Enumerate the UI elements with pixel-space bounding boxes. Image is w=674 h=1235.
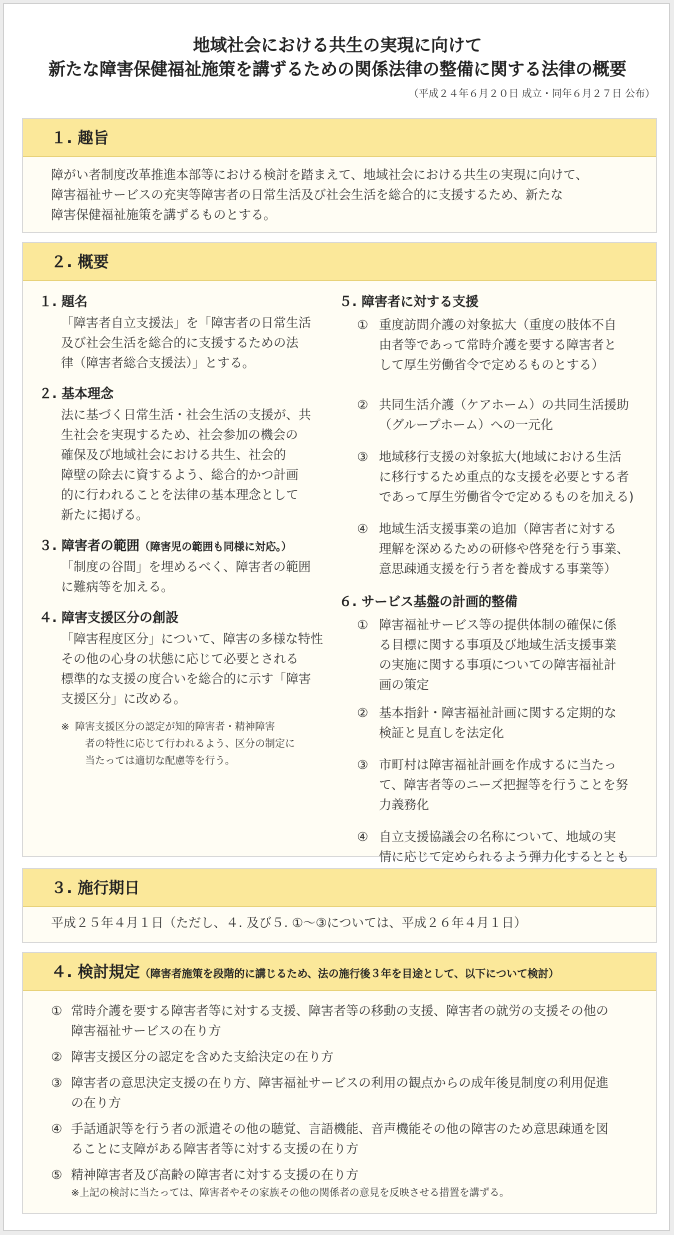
item-3-line: に難病等を加える。 (61, 579, 174, 594)
item-1-line: 及び社会生活を総合的に支援するための法 (61, 335, 299, 350)
item-5-sub-line: 理解を深めるための研修や啓発を行う事業、 (379, 541, 630, 556)
review-item-line: 障害支援区分の認定を含めた支給決定の在り方 (71, 1049, 334, 1064)
item-6-sub-line: の実施に関する事項についての障害福祉計 (379, 657, 617, 672)
item-5-sub-line: 意思疎通支援を行う者を養成する事業等） (379, 561, 617, 576)
review-heading-note: （障害者施策を段階的に講じるため、法の施行後３年を目途として、以下について検討） (139, 968, 559, 980)
review-item-mark: ① (51, 1003, 63, 1018)
item-6-sub (339, 755, 644, 827)
item-5-sub-line: 重度訪問介護の対象拡大（重度の肢体不自 (379, 317, 617, 332)
item-2-line: 新たに掲げる。 (61, 507, 149, 522)
item-5-sub-line: に移行するため重点的な支援を必要とする者 (379, 469, 630, 484)
section-effective-date-body (23, 907, 656, 933)
item-2-body (39, 405, 329, 525)
item-3-title-text: ３. 障害者の範囲 (39, 539, 140, 554)
item-4-body (39, 629, 329, 709)
item-5-sub-line: して厚生労働省令で定めるものとする） (379, 357, 605, 372)
item-6-sub-mark: ② (357, 705, 369, 720)
item-6-sub-mark: ③ (357, 757, 369, 772)
item-5-sub (339, 447, 644, 511)
purpose-line-1: 障がい者制度改革推進本部等における検討を踏まえて、地域社会における共生の実現に向けて、 (51, 167, 589, 182)
item-2-line: 生社会を実現するため、社会参加の機会の (61, 427, 299, 442)
item-5-sub-text (359, 519, 644, 579)
item-6-sub-line: 自立支援協議会の名称について、地域の実 (379, 829, 617, 844)
review-item-line: ることに支障がある障害者等に対する支援の在り方 (71, 1141, 359, 1156)
purpose-line-3: 障害保健福祉施策を講ずるものとする。 (51, 207, 277, 222)
item-4-note-line: 障害支援区分の認定が知的障害者・精神障害 (75, 722, 275, 733)
item-6-sub-line: 市町村は障害福祉計画を作成するに当たっ (379, 757, 617, 772)
review-heading-text: ４. 検討規定 (51, 963, 140, 981)
review-item-mark: ③ (51, 1075, 63, 1090)
enactment-date: （平成２４年６月２０日 成立・同年６月２７日 公布） (408, 89, 655, 100)
item-4-line: 支援区分」に改める。 (61, 691, 187, 706)
purpose-line-2: 障害福祉サービスの充実等障害者の日常生活及び社会生活を総合的に支援するため、新たな (51, 187, 564, 202)
review-item (51, 1073, 636, 1119)
section-purpose-heading: １. 趣旨 (23, 119, 656, 157)
item-5-title: ５. 障害者に対する支援 (339, 295, 479, 310)
item-2-line: 障壁の除去に資するよう、総合的かつ計画 (61, 467, 299, 482)
review-item-line: 常時介護を要する障害者等に対する支援、障害者等の移動の支援、障害者の就労の支援その他の (71, 1003, 609, 1018)
section-review-provision-heading (23, 953, 656, 991)
review-item-mark: ④ (51, 1121, 63, 1136)
review-item (51, 1047, 636, 1073)
overview-left-column (39, 293, 329, 770)
item-2-line: 法に基づく日常生活・社会生活の支援が、共 (61, 407, 312, 422)
item-5-sub-line: であって厚生労働省令で定めるものを加える) (379, 489, 634, 504)
item-6-sub (339, 703, 644, 755)
section-purpose (22, 118, 657, 233)
item-5-sub-text (359, 447, 644, 507)
item-1-body (39, 313, 329, 373)
item-5-sub-mark: ③ (357, 449, 369, 464)
item-4-line: 標準的な支援の度合いを総合的に示す「障害 (61, 671, 312, 686)
item-3-line: 「制度の谷間」を埋めるべく、障害者の範囲 (61, 559, 311, 574)
item-6-sub (339, 615, 644, 703)
item-5-sub-mark: ④ (357, 521, 369, 536)
note-mark: ※ (61, 722, 70, 733)
page-frame (3, 3, 670, 1231)
review-item-line: 手話通訳等を行う者の派遣その他の聴覚、言語機能、音声機能その他の障害のため意思疎通を図 (71, 1121, 609, 1136)
item-6-sub-line: る目標に関する事項及び地域生活支援事業 (379, 637, 617, 652)
item-3-body (39, 557, 329, 597)
item-6-title: ６. サービス基盤の計画的整備 (339, 595, 518, 610)
item-1-line: 「障害者自立支援法」を「障害者の日常生活 (61, 315, 312, 330)
review-item-line: の在り方 (71, 1095, 122, 1110)
item-6-sub-line: て、障害者等のニーズ把握等を行うことを努 (379, 777, 629, 792)
item-5-sub (339, 395, 644, 447)
item-2-line: 的に行われることを法律の基本理念として (61, 487, 299, 502)
item-3-title (39, 537, 329, 557)
title-line-2: 新たな障害保健福祉施策を講ずるための関係法律の整備に関する法律の概要 (48, 60, 627, 80)
item-6-sub-line: 力義務化 (379, 797, 430, 812)
item-4-line: その他の心身の状態に応じて必要とされる (61, 651, 299, 666)
review-item (51, 1165, 636, 1202)
review-item-line: 障害者の意思決定支援の在り方、障害福祉サービスの利用の観点からの成年後見制度の利用促進 (71, 1075, 609, 1090)
review-item-line: 障害福祉サービスの在り方 (71, 1023, 222, 1038)
item-5-sub-mark: ① (357, 317, 369, 332)
section-overview-heading: ２. 概要 (23, 243, 656, 281)
review-items (23, 991, 656, 1202)
item-1-line: 律（障害者総合支援法）」とする。 (61, 355, 255, 370)
review-item-line: 精神障害者及び高齢の障害者に対する支援の在り方 (71, 1167, 359, 1182)
item-5-sub-line: 由者等であって常時介護を要する障害者と (379, 337, 617, 352)
item-5-sub-line: 地域移行支援の対象拡大(地域における生活 (379, 449, 622, 464)
item-4-title: ４. 障害支援区分の創設 (39, 611, 179, 626)
review-item (51, 1119, 636, 1165)
review-item-mark: ⑤ (51, 1167, 63, 1182)
item-1-title: １. 題名 (39, 295, 88, 310)
item-6-sub-text (359, 755, 644, 815)
item-2-title: ２. 基本理念 (39, 387, 114, 402)
review-footnote: ※上記の検討に当たっては、障害者やその家族その他の関係者の意見を反映させる措置を講ずる。 (71, 1188, 510, 1199)
review-item (51, 1001, 636, 1047)
item-6-sub-mark: ④ (357, 829, 369, 844)
item-6-sub-text (359, 615, 644, 695)
item-5-sub-line: 共同生活介護（ケアホーム）の共同生活援助 (379, 397, 630, 412)
item-6-sub-line: 検証と見直しを法定化 (379, 725, 505, 740)
item-6-sub-line: 基本指針・障害福祉計画に関する定期的な (379, 705, 617, 720)
title-line-1: 地域社会における共生の実現に向けて (193, 36, 482, 56)
item-5-sub-line: 地域生活支援事業の追加（障害者に対する (379, 521, 617, 536)
item-4-note-line: 当たっては適切な配慮等を行う。 (85, 756, 235, 767)
section-purpose-body (23, 157, 656, 225)
section-overview (22, 242, 657, 864)
section-effective-date (22, 868, 657, 943)
item-5-sub (339, 315, 644, 389)
item-6-sub-text (359, 703, 644, 743)
item-4-line: 「障害程度区分」について、障害の多様な特性 (61, 631, 324, 646)
item-4-note (39, 719, 329, 770)
effective-date-text: 平成２５年４月１日（ただし、４. 及び５. ①～③については、平成２６年４月１日） (51, 915, 527, 930)
item-6-sub-line: 画の策定 (379, 677, 430, 692)
item-5-sub-text (359, 315, 644, 375)
overview-right-column (339, 293, 644, 891)
item-6-sub-line: 障害福祉サービス等の提供体制の確保に係 (379, 617, 617, 632)
item-6-sub-mark: ① (357, 617, 369, 632)
item-6-sub-line: 情に応じて定められるよう弾力化するととも (379, 849, 630, 864)
item-2-line: 確保及び地域社会における共生、社会的 (61, 447, 287, 462)
item-4-note-line: 者の特性に応じて行われるよう、区分の制定に (85, 739, 295, 750)
item-3-title-note: （障害児の範囲も同様に対応。） (139, 541, 292, 553)
item-5-sub-line: （グループホーム）への一元化 (379, 417, 554, 432)
item-5-sub-mark: ② (357, 397, 369, 412)
item-5-sub (339, 519, 644, 583)
item-5-sub-text (359, 395, 644, 435)
section-review-provision (22, 952, 657, 1214)
section-effective-date-heading: ３. 施行期日 (23, 869, 656, 907)
review-item-mark: ② (51, 1049, 63, 1064)
page-title (4, 34, 671, 82)
